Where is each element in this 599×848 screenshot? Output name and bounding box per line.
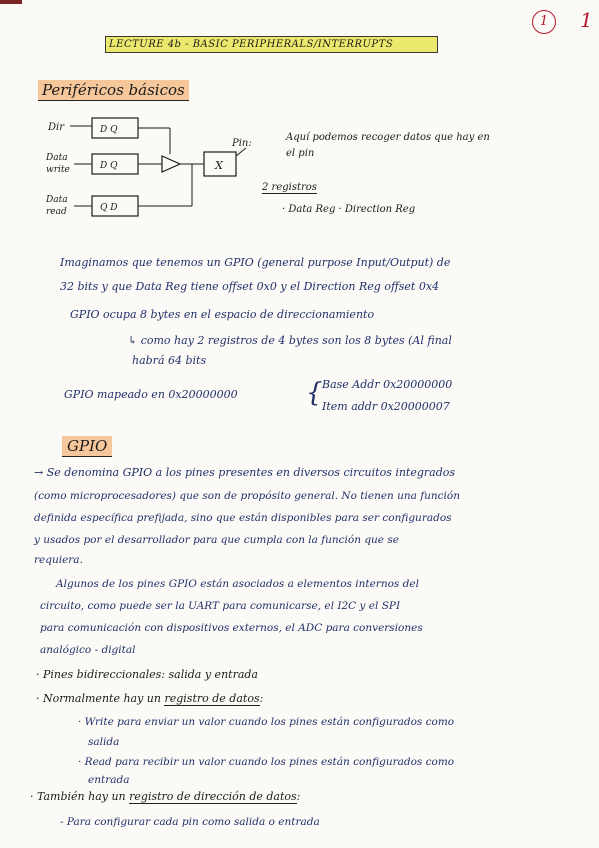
para2-line1: GPIO ocupa 8 bytes en el espacio de direccionamiento bbox=[70, 308, 375, 321]
read-line2: entrada bbox=[88, 774, 130, 786]
data-write-label: Data bbox=[46, 153, 68, 163]
registers-title: 2 registros bbox=[262, 182, 317, 193]
pin-note-2: el pin bbox=[286, 148, 315, 159]
gpio-p1-line3: definida específica prefijada, sino que están disponibles para ser configurados bbox=[34, 512, 452, 524]
item-addr: Item addr 0x20000007 bbox=[322, 400, 450, 413]
write-flipflop-label: D Q bbox=[100, 161, 118, 171]
bullet-bidirectional: · Pines bidireccionales: salida y entrada bbox=[36, 668, 258, 681]
bullet-direction-register-underlined: registro de dirección de datos bbox=[129, 790, 297, 803]
data-write-label-2: write bbox=[46, 165, 70, 175]
gpio-p2-line3: para comunicación con dispositivos externos, el ADC para conversiones bbox=[40, 622, 423, 634]
page-number: 1 bbox=[532, 10, 556, 34]
gpio-p2-line4: analógico - digital bbox=[40, 644, 136, 656]
mapped-label: GPIO mapeado en 0x20000000 bbox=[64, 388, 238, 401]
base-addr: Base Addr 0x20000000 bbox=[322, 378, 453, 391]
dir-flipflop-label: D Q bbox=[100, 125, 118, 135]
gpio-circuit-diagram bbox=[40, 112, 260, 222]
lecture-title: LECTURE 4b - BASIC PERIPHERALS/INTERRUPTS bbox=[105, 36, 438, 53]
pin-label: Pin: bbox=[232, 138, 252, 149]
gpio-p1-line1: → Se denomina GPIO a los pines presentes en diversos circuitos integrados bbox=[34, 466, 456, 479]
write-line1: · Write para enviar un valor cuando los pines están configurados como bbox=[78, 716, 455, 728]
bullet-direction-register bbox=[30, 790, 300, 803]
bullet-data-register-post: : bbox=[259, 692, 264, 705]
para1-line1: Imaginamos que tenemos un GPIO (general purpose Input/Output) de bbox=[60, 256, 451, 269]
gpio-p2-line2: circuito, como puede ser la UART para comunicarse, el I2C y el SPI bbox=[40, 600, 401, 612]
bullet-data-register bbox=[36, 692, 263, 705]
data-read-label-2: read bbox=[46, 207, 67, 217]
data-read-label: Data bbox=[46, 195, 68, 205]
tristate-buffer bbox=[162, 156, 180, 172]
gpio-p1-line5: requiera. bbox=[34, 554, 83, 566]
gpio-p2-line1: Algunos de los pines GPIO están asociados a elementos internos del bbox=[56, 578, 419, 590]
pin-note-1: Aquí podemos recoger datos que hay en bbox=[286, 132, 490, 143]
dir-label: Dir bbox=[48, 122, 64, 133]
write-line2: salida bbox=[88, 736, 120, 748]
section-heading-perifericos: Periféricos básicos bbox=[38, 80, 189, 101]
corner-number: 1 bbox=[580, 8, 593, 32]
corner-mark bbox=[0, 0, 22, 4]
gpio-p1-line4: y usados por el desarrollador para que cumpla con la función que se bbox=[34, 534, 399, 546]
para2-line3: habrá 64 bits bbox=[132, 354, 207, 367]
bullet-direction-register-pre: · También hay un bbox=[30, 790, 130, 803]
brace: { bbox=[306, 378, 323, 408]
read-line1: · Read para recibir un valor cuando los pines están configurados como bbox=[78, 756, 455, 768]
bullet-data-register-pre: · Normalmente hay un bbox=[36, 692, 165, 705]
bullet-direction-register-post: : bbox=[296, 790, 301, 803]
registers-items: · Data Reg · Direction Reg bbox=[282, 204, 416, 215]
gpio-p1-line2: (como microprocesadores) que son de propósito general. No tienen una función bbox=[34, 490, 460, 502]
read-flipflop-label: Q D bbox=[100, 203, 118, 213]
para1-line2: 32 bits y que Data Reg tiene offset 0x0 y el Direction Reg offset 0x4 bbox=[60, 280, 440, 293]
section-heading-gpio: GPIO bbox=[62, 436, 112, 457]
direction-subitem: - Para configurar cada pin como salida o entrada bbox=[60, 816, 320, 828]
para2-line2: ↳ como hay 2 registros de 4 bytes son los 8 bytes (Al final bbox=[128, 334, 452, 347]
pin-box-label: X bbox=[215, 159, 223, 172]
bullet-data-register-underlined: registro de datos bbox=[164, 692, 260, 705]
